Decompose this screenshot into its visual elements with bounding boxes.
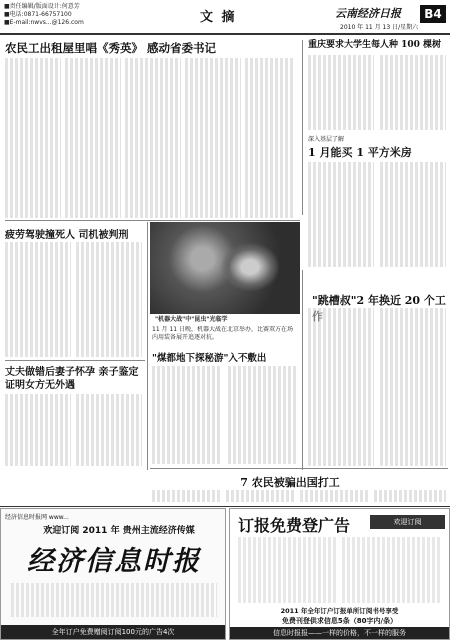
text-column: [5, 242, 71, 357]
article-8-headline: 7 农民被骗出国打工: [240, 476, 340, 489]
issue-date: 2010 年 11 月 13 日/星期六: [340, 24, 419, 31]
ad-tagline: 2011 年全年订户订报单所订阅书号享受: [280, 607, 399, 615]
text-column: [125, 58, 181, 218]
column-divider: [302, 270, 303, 470]
header-contacts: [4, 3, 84, 27]
text-column: [380, 162, 446, 267]
right-advertisement: [229, 508, 450, 640]
text-column: [152, 490, 220, 502]
text-column: [308, 55, 374, 130]
section-rule: [5, 360, 145, 361]
phone-line: ■电话:0871-66757100: [4, 11, 72, 18]
email-line: ■E-mail:nwvs...@126.com: [4, 19, 84, 26]
column-divider: [302, 40, 303, 215]
text-column: [76, 394, 142, 466]
page-header: [0, 0, 450, 36]
ad-separator: [0, 506, 450, 507]
ad-footer: 全年订户免费赠阅订阅100元的广告4次: [1, 625, 225, 639]
text-column: [308, 162, 374, 267]
text-column: [65, 58, 121, 218]
ad-footer: 信息时报报——一样的价格，不一样的服务: [230, 627, 449, 639]
section-title: 文 摘: [200, 10, 237, 25]
text-column: [185, 58, 241, 218]
ad-headline: 订报免费登广告: [238, 516, 351, 535]
text-column: [245, 58, 295, 218]
section-rule: [150, 468, 448, 469]
text-column: [226, 490, 294, 502]
text-column: [374, 490, 446, 502]
text-column: [300, 490, 368, 502]
ad-logo: 经济信息时报: [27, 546, 201, 577]
ad-website: 经济信息时报网 www...: [5, 514, 69, 521]
article-1-body: [5, 58, 295, 218]
ad-text-block: [11, 583, 217, 617]
ad-logo-small: 欢迎订阅: [370, 515, 445, 529]
text-column: [228, 366, 298, 464]
article-6-headline: "煤都地下探秘游"入不敷出: [152, 353, 267, 364]
article-3-headline: 1 月能买 1 平方米房: [308, 146, 412, 159]
ad-text-block: [342, 537, 442, 603]
ad-tagline-2: 免费刊登供求信息5条（80字内/条）: [281, 617, 398, 625]
column-divider: [147, 222, 148, 470]
text-column: [380, 55, 446, 130]
article-5-headline: 丈夫做错后妻子怀孕 亲子鉴定证明女方无外遇: [5, 367, 139, 391]
article-7-headline: "跳槽叔"2 年换近 20 个工: [312, 294, 446, 307]
header-rule: [0, 33, 450, 35]
section-rule: [5, 220, 300, 221]
article-4-headline: 疲劳驾驶撞死人 司机被判刑: [5, 230, 129, 241]
text-column: [5, 58, 61, 218]
editor-line: ■责任编辑/版面设计:何意芳: [4, 3, 80, 10]
paper-name: 云南经济日报: [335, 7, 401, 20]
text-column: [380, 308, 446, 466]
photo-caption-detail: 11 月 11 日晚，机器大战在北京举办，比赛双方在场内用装备展开追逐对抗。: [152, 326, 293, 341]
news-photo: [150, 222, 300, 314]
photo-caption: "机器大战"中"昆虫"光临学: [155, 316, 228, 323]
article-1-headline: 农民工出租屋里唱《秀英》 感动省委书记: [5, 41, 217, 55]
article-3-kicker: 深入基层了解: [308, 136, 345, 143]
article-2-headline: 重庆要求大学生每人种 100 棵树: [308, 40, 442, 50]
left-advertisement: [0, 508, 226, 640]
page-badge: B4: [420, 5, 446, 23]
text-column: [308, 308, 374, 466]
ad-banner: 欢迎订阅 2011 年 贵州主流经济传媒: [43, 526, 195, 536]
text-column: [152, 366, 222, 464]
ad-text-block: [238, 537, 338, 603]
text-column: [5, 394, 71, 466]
text-column: [76, 242, 142, 357]
